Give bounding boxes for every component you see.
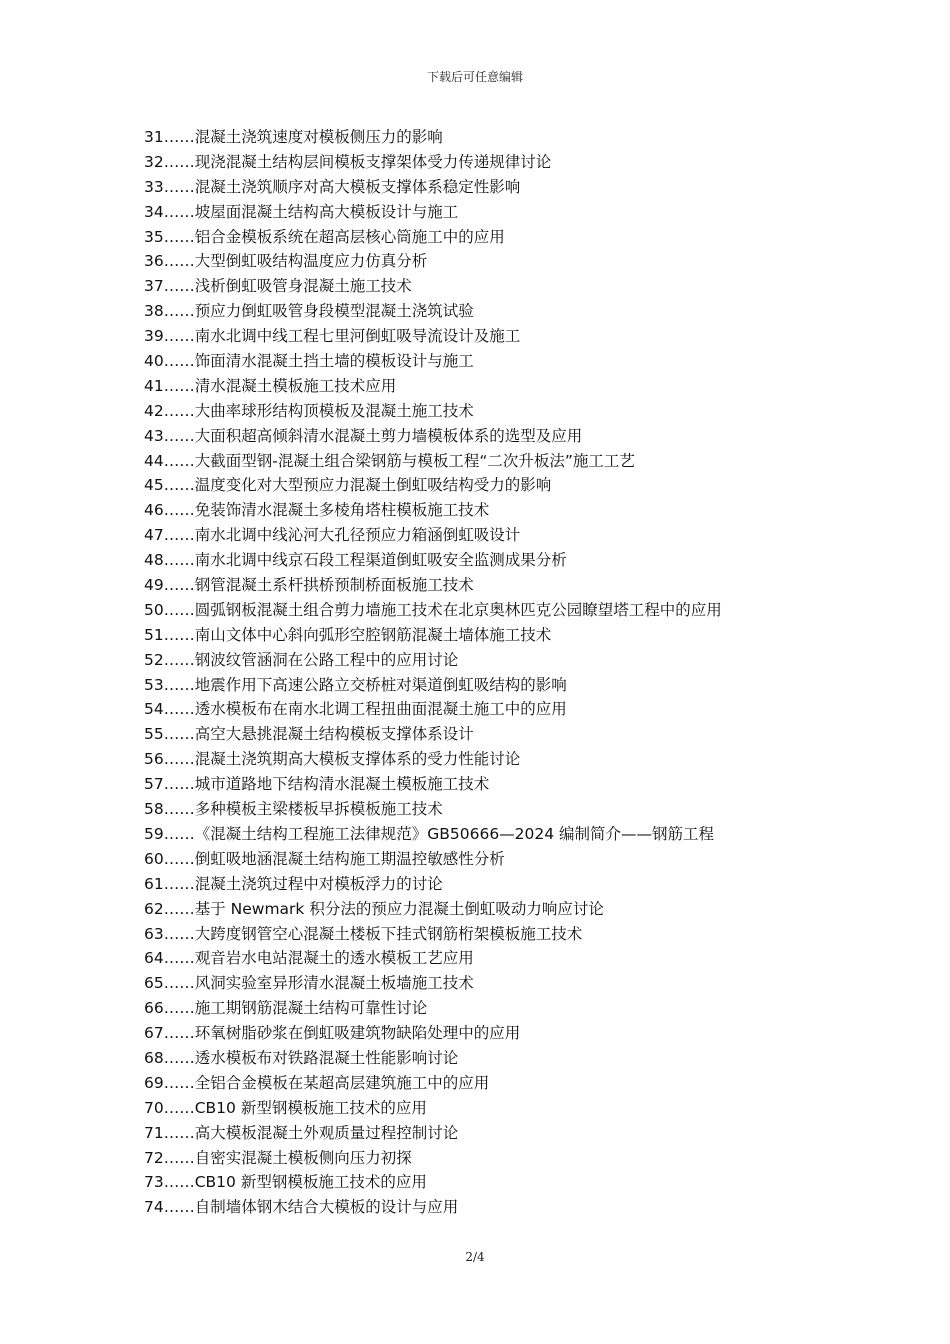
list-item: 35……铝合金模板系统在超高层核心筒施工中的应用 xyxy=(144,227,505,246)
page-number: 2/4 xyxy=(465,1250,485,1264)
list-item: 67……环氧树脂砂浆在倒虹吸建筑物缺陷处理中的应用 xyxy=(144,1024,521,1043)
list-item: 33……混凝土浇筑顺序对高大模板支撑体系稳定性影响 xyxy=(144,177,521,196)
list-item: 37……浅析倒虹吸管身混凝土施工技术 xyxy=(144,277,412,296)
list-item: 71……高大模板混凝土外观质量过程控制讨论 xyxy=(144,1123,459,1142)
list-item: 42……大曲率球形结构顶模板及混凝土施工技术 xyxy=(144,401,474,420)
list-item: 63……大跨度钢管空心混凝土楼板下挂式钢筋桁架模板施工技术 xyxy=(144,924,583,943)
list-item: 36……大型倒虹吸结构温度应力仿真分析 xyxy=(144,252,428,271)
list-item: 50……圆弧钢板混凝土组合剪力墙施工技术在北京奥林匹克公园瞭望塔工程中的应用 xyxy=(144,600,722,619)
list-item: 74……自制墙体钢木结合大模板的设计与应用 xyxy=(144,1198,459,1217)
list-item: 39……南水北调中线工程七里河倒虹吸导流设计及施工 xyxy=(144,327,521,346)
list-item: 32……现浇混凝土结构层间模板支撑架体受力传递规律讨论 xyxy=(144,152,552,171)
list-item: 56……混凝土浇筑期高大模板支撑体系的受力性能讨论 xyxy=(144,750,521,769)
list-item: 64……观音岩水电站混凝土的透水模板工艺应用 xyxy=(144,949,474,968)
reference-list xyxy=(144,125,722,1220)
list-item: 55……高空大悬挑混凝土结构模板支撑体系设计 xyxy=(144,725,474,744)
list-item: 66……施工期钢筋混凝土结构可靠性讨论 xyxy=(144,999,428,1018)
list-item: 54……透水模板布在南水北调工程扭曲面混凝土施工中的应用 xyxy=(144,700,567,719)
list-item: 51……南山文体中心斜向弧形空腔钢筋混凝土墙体施工技术 xyxy=(144,625,552,644)
list-item: 31……混凝土浇筑速度对模板侧压力的影响 xyxy=(144,128,443,146)
list-item: 40……饰面清水混凝土挡土墙的模板设计与施工 xyxy=(144,352,474,371)
list-item: 70……CB10 新型钢模板施工技术的应用 xyxy=(144,1098,427,1117)
list-item: 73……CB10 新型钢模板施工技术的应用 xyxy=(144,1173,427,1192)
list-item: 45……温度变化对大型预应力混凝土倒虹吸结构受力的影响 xyxy=(144,476,552,495)
list-item: 47……南水北调中线沁河大孔径预应力箱涵倒虹吸设计 xyxy=(144,526,521,545)
list-item: 41……清水混凝土模板施工技术应用 xyxy=(144,376,397,395)
list-item: 49……钢管混凝土系杆拱桥预制桥面板施工技术 xyxy=(144,576,474,595)
list-item: 60……倒虹吸地涵混凝土结构施工期温控敏感性分析 xyxy=(144,849,505,868)
list-item: 38……预应力倒虹吸管身段模型混凝土浇筑试验 xyxy=(144,302,474,321)
list-item: 68……透水模板布对铁路混凝土性能影响讨论 xyxy=(144,1048,459,1067)
list-item: 72……自密实混凝土模板侧向压力初探 xyxy=(144,1148,412,1167)
page-header: 下载后可任意编辑 xyxy=(426,70,523,84)
list-item: 44……大截面型钢-混凝土组合梁钢筋与模板工程“二次升板法”施工工艺 xyxy=(144,451,635,470)
list-item: 34……坡屋面混凝土结构高大模板设计与施工 xyxy=(144,202,459,221)
list-item: 65……风洞实验室异形清水混凝土板墙施工技术 xyxy=(144,974,474,993)
list-item: 59……《混凝土结构工程施工法律规范》GB50666—2024 编制简介——钢筋工程 xyxy=(144,824,715,843)
list-item: 48……南水北调中线京石段工程渠道倒虹吸安全监测成果分析 xyxy=(144,551,567,570)
list-item: 53……地震作用下高速公路立交桥桩对渠道倒虹吸结构的影响 xyxy=(144,675,567,694)
list-item: 57……城市道路地下结构清水混凝土模板施工技术 xyxy=(144,775,490,794)
list-item: 62……基于 Newmark 积分法的预应力混凝土倒虹吸动力响应讨论 xyxy=(144,899,604,918)
list-item: 58……多种模板主梁楼板早拆模板施工技术 xyxy=(144,800,443,819)
list-item: 46……免装饰清水混凝土多棱角塔柱模板施工技术 xyxy=(144,501,490,520)
list-item: 61……混凝土浇筑过程中对模板浮力的讨论 xyxy=(144,874,443,893)
list-item: 43……大面积超高倾斜清水混凝土剪力墙模板体系的选型及应用 xyxy=(144,426,583,445)
list-item: 69……全铝合金模板在某超高层建筑施工中的应用 xyxy=(144,1073,490,1092)
list-item: 52……钢波纹管涵洞在公路工程中的应用讨论 xyxy=(144,650,459,669)
